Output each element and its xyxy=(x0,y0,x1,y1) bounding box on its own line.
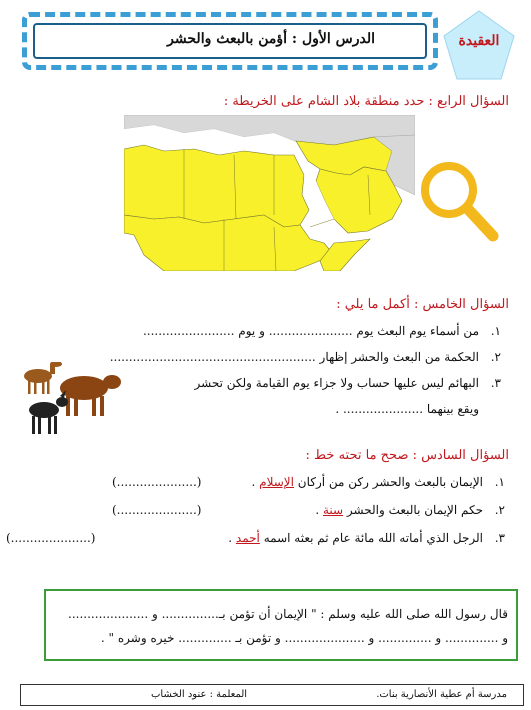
hadith-box xyxy=(44,589,518,661)
school-name: مدرسة أم عطية الأنصارية بنات. xyxy=(376,689,507,700)
q5-item-1: ١.من أسماء يوم البعث يوم ...................... و يوم ........................ xyxy=(142,324,501,338)
underlined-word: الإسلام xyxy=(259,475,294,489)
answer-blank[interactable]: (.....................) xyxy=(6,531,96,545)
q5-item-3-continued: ويقع بينهما ..................... . xyxy=(335,402,479,416)
hadith-line-1: قال رسول الله صلى الله عليه وسلم : " الإيمان أن تؤمن بـ............... و ..................... xyxy=(68,607,508,621)
magnifier-icon xyxy=(415,158,505,248)
q4-title: السؤال الرابع : حدد منطقة بلاد الشام على الخريطة : xyxy=(223,94,509,109)
q6-item-2: ٢.حكم الإيمان بالبعث والحشر سنة . (.....................) xyxy=(112,503,505,517)
lesson-title: الدرس الأول : أؤمن بالبعث والحشر xyxy=(167,31,375,47)
animals-illustration xyxy=(20,362,130,438)
teacher-name: المعلمة : عنود الخشاب xyxy=(151,689,248,700)
q6-item-1: ١.الإيمان بالبعث والحشر ركن من أركان الإسلام . (.....................) xyxy=(112,475,505,489)
q6-item-3: ٣.الرجل الذي أماته الله مائة عام ثم بعثه اسمه أحمد . (.....................) xyxy=(6,531,505,545)
q5-item-3: ٣.البهائم ليس عليها حساب ولا جزاء يوم القيامة ولكن تحشر xyxy=(194,376,501,390)
underlined-word: أحمد xyxy=(235,531,260,545)
footer-bar xyxy=(20,684,524,706)
subject-label: العقيدة xyxy=(458,33,500,49)
hadith-line-2: و .............. و .............. و ..................... و تؤمن بـ .............. خيره وشره " . xyxy=(100,631,508,645)
q5-title: السؤال الخامس : أكمل ما يلي : xyxy=(336,297,509,312)
middle-east-map xyxy=(124,115,415,271)
underlined-word: سنة xyxy=(322,503,344,517)
answer-blank[interactable]: (.....................) xyxy=(112,475,202,489)
lesson-title-banner xyxy=(22,12,438,70)
q5-item-2: ٢.الحكمة من البعث والحشر إظهار ...................................................... xyxy=(109,350,501,364)
q6-title: السؤال السادس : صحح ما تحته خط : xyxy=(305,448,509,463)
answer-blank[interactable]: (.....................) xyxy=(112,503,202,517)
